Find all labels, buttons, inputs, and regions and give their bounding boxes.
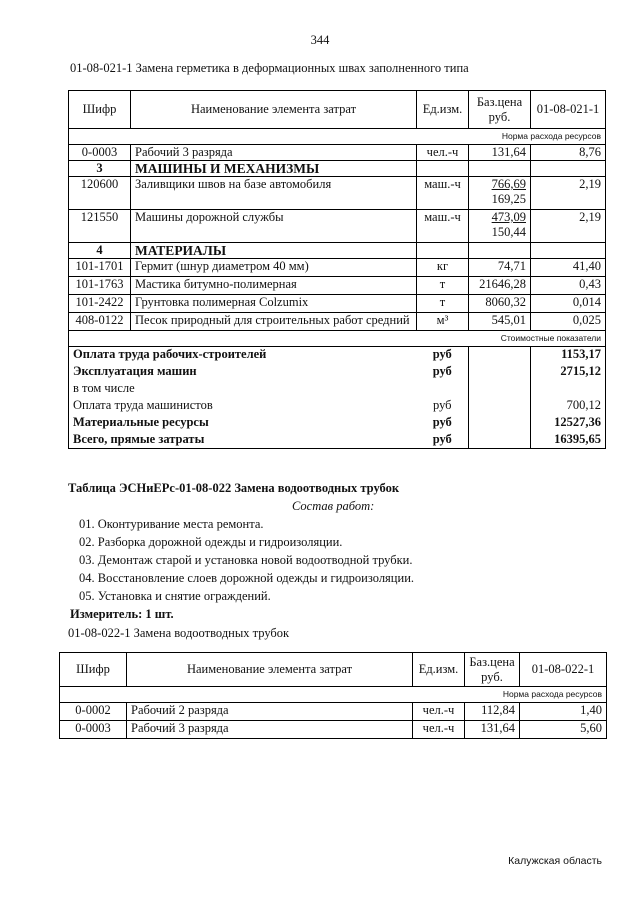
cost-label: Стоимостные показатели bbox=[69, 331, 606, 347]
cell-unit: маш.-ч bbox=[417, 177, 469, 210]
cell-value: 0,025 bbox=[531, 313, 606, 331]
cost-name: в том числе bbox=[69, 381, 417, 398]
cost-value: 2715,12 bbox=[531, 364, 606, 381]
cell-value: 2,19 bbox=[531, 177, 606, 210]
meter-label: Измеритель: 1 шт. bbox=[70, 607, 174, 621]
col-name-header: Наименование элемента затрат bbox=[127, 653, 413, 687]
norm-label: Норма расхода ресурсов bbox=[60, 687, 607, 703]
cost-row bbox=[69, 398, 606, 415]
cell-code: 408-0122 bbox=[69, 313, 131, 331]
cost-name: Эксплуатация машин bbox=[69, 364, 417, 381]
cell-name: Гермит (шнур диаметром 40 мм) bbox=[131, 259, 417, 277]
cost-row bbox=[69, 364, 606, 381]
work-item: 05. Установка и снятие ограждений. bbox=[79, 589, 271, 603]
cell-name: Рабочий 3 разряда bbox=[127, 721, 413, 739]
resource-table-2 bbox=[59, 652, 607, 739]
col-unit-header: Ед.изм. bbox=[413, 653, 465, 687]
section-number: 4 bbox=[69, 243, 131, 259]
cell-code: 121550 bbox=[69, 210, 131, 243]
section-row-machines bbox=[69, 161, 606, 177]
cost-unit: руб bbox=[417, 415, 469, 432]
norm-label-row bbox=[60, 687, 607, 703]
table-row bbox=[69, 177, 606, 210]
cost-name: Оплата труда рабочих-строителей bbox=[69, 347, 417, 364]
price-main: 766,69 bbox=[491, 177, 526, 191]
composition-title: Состав работ: bbox=[292, 499, 375, 513]
cost-value: 700,12 bbox=[531, 398, 606, 415]
price-wage: 150,44 bbox=[491, 225, 526, 239]
cell-unit: чел.-ч bbox=[413, 703, 465, 721]
work-item: 03. Демонтаж старой и установка новой водоотводной трубки. bbox=[79, 553, 413, 567]
cell-price: 8060,32 bbox=[469, 295, 531, 313]
cell-value: 1,40 bbox=[520, 703, 607, 721]
cost-value: 1153,17 bbox=[531, 347, 606, 364]
section-row-materials bbox=[69, 243, 606, 259]
table-row bbox=[69, 145, 606, 161]
cell-price: 131,64 bbox=[469, 145, 531, 161]
price-wage: 169,25 bbox=[491, 192, 526, 206]
cell-unit: т bbox=[417, 277, 469, 295]
table-title: Таблица ЭСНиЕРс-01-08-022 Замена водоотводных трубок bbox=[68, 481, 400, 495]
cell-name: Рабочий 2 разряда bbox=[127, 703, 413, 721]
cell-unit: т bbox=[417, 295, 469, 313]
resource-table-1 bbox=[68, 90, 606, 449]
cost-value: 12527,36 bbox=[531, 415, 606, 432]
cost-name: Материальные ресурсы bbox=[69, 415, 417, 432]
table-row bbox=[60, 703, 607, 721]
cell-name: Грунтовка полимерная Colzumix bbox=[131, 295, 417, 313]
col-price-header: Баз.цена руб. bbox=[465, 653, 520, 687]
table-row bbox=[69, 313, 606, 331]
col-price-header: Баз.цена руб. bbox=[469, 91, 531, 129]
cell-price: 74,71 bbox=[469, 259, 531, 277]
cell-unit: маш.-ч bbox=[417, 210, 469, 243]
cell-unit: чел.-ч bbox=[413, 721, 465, 739]
section-heading: 01-08-021-1 Замена герметика в деформационных швах заполненного типа bbox=[70, 61, 469, 75]
cell-unit: чел.-ч bbox=[417, 145, 469, 161]
cell-value: 0,014 bbox=[531, 295, 606, 313]
cell-price bbox=[469, 177, 531, 210]
cost-unit: руб bbox=[417, 432, 469, 449]
cell-code: 101-1763 bbox=[69, 277, 131, 295]
cell-price: 131,64 bbox=[465, 721, 520, 739]
cost-row bbox=[69, 432, 606, 449]
norm-label: Норма расхода ресурсов bbox=[69, 129, 606, 145]
section-number: 3 bbox=[69, 161, 131, 177]
norm-label-row bbox=[69, 129, 606, 145]
table-header-row bbox=[69, 91, 606, 129]
col-unit-header: Ед.изм. bbox=[417, 91, 469, 129]
cell-code: 120600 bbox=[69, 177, 131, 210]
cell-name: Машины дорожной службы bbox=[131, 210, 417, 243]
cost-unit: руб bbox=[417, 398, 469, 415]
col-name-header: Наименование элемента затрат bbox=[131, 91, 417, 129]
cell-value: 0,43 bbox=[531, 277, 606, 295]
table-header-row bbox=[60, 653, 607, 687]
page-number: 344 bbox=[310, 33, 330, 47]
cost-unit: руб bbox=[417, 347, 469, 364]
cell-price: 21646,28 bbox=[469, 277, 531, 295]
cost-name: Всего, прямые затраты bbox=[69, 432, 417, 449]
cost-row bbox=[69, 415, 606, 432]
table-row bbox=[60, 721, 607, 739]
cell-value: 5,60 bbox=[520, 721, 607, 739]
cell-unit: м³ bbox=[417, 313, 469, 331]
table-row bbox=[69, 295, 606, 313]
col-norm-header: 01-08-021-1 bbox=[531, 91, 606, 129]
cell-price bbox=[469, 210, 531, 243]
cell-code: 0-0003 bbox=[69, 145, 131, 161]
cost-unit: руб bbox=[417, 364, 469, 381]
col-norm-header: 01-08-022-1 bbox=[520, 653, 607, 687]
cell-code: 0-0002 bbox=[60, 703, 127, 721]
cell-code: 101-2422 bbox=[69, 295, 131, 313]
col-code-header: Шифр bbox=[69, 91, 131, 129]
cost-label-row bbox=[69, 331, 606, 347]
cost-row bbox=[69, 347, 606, 364]
cell-name: Песок природный для строительных работ средний bbox=[131, 313, 417, 331]
cell-name: Рабочий 3 разряда bbox=[131, 145, 417, 161]
cell-price: 112,84 bbox=[465, 703, 520, 721]
cell-value: 8,76 bbox=[531, 145, 606, 161]
cost-unit bbox=[417, 381, 469, 398]
cost-value bbox=[531, 381, 606, 398]
cell-code: 101-1701 bbox=[69, 259, 131, 277]
cell-price: 545,01 bbox=[469, 313, 531, 331]
work-item: 04. Восстановление слоев дорожной одежды и гидроизоляции. bbox=[79, 571, 415, 585]
cost-name: Оплата труда машинистов bbox=[69, 398, 417, 415]
section-heading: 01-08-022-1 Замена водоотводных трубок bbox=[68, 626, 290, 640]
work-item: 02. Разборка дорожной одежды и гидроизоляции. bbox=[79, 535, 343, 549]
col-code-header: Шифр bbox=[60, 653, 127, 687]
table-row bbox=[69, 210, 606, 243]
cell-value: 41,40 bbox=[531, 259, 606, 277]
section-title: МАТЕРИАЛЫ bbox=[131, 243, 417, 259]
section-title: МАШИНЫ И МЕХАНИЗМЫ bbox=[131, 161, 417, 177]
cell-unit: кг bbox=[417, 259, 469, 277]
price-main: 473,09 bbox=[491, 210, 526, 224]
table-row bbox=[69, 277, 606, 295]
work-item: 01. Оконтуривание места ремонта. bbox=[79, 517, 264, 531]
cell-name: Мастика битумно-полимерная bbox=[131, 277, 417, 295]
table-row bbox=[69, 259, 606, 277]
footer-region: Калужская область bbox=[508, 855, 602, 867]
cost-value: 16395,65 bbox=[531, 432, 606, 449]
cost-row bbox=[69, 381, 606, 398]
cell-value: 2,19 bbox=[531, 210, 606, 243]
cell-name: Заливщики швов на базе автомобиля bbox=[131, 177, 417, 210]
cell-code: 0-0003 bbox=[60, 721, 127, 739]
